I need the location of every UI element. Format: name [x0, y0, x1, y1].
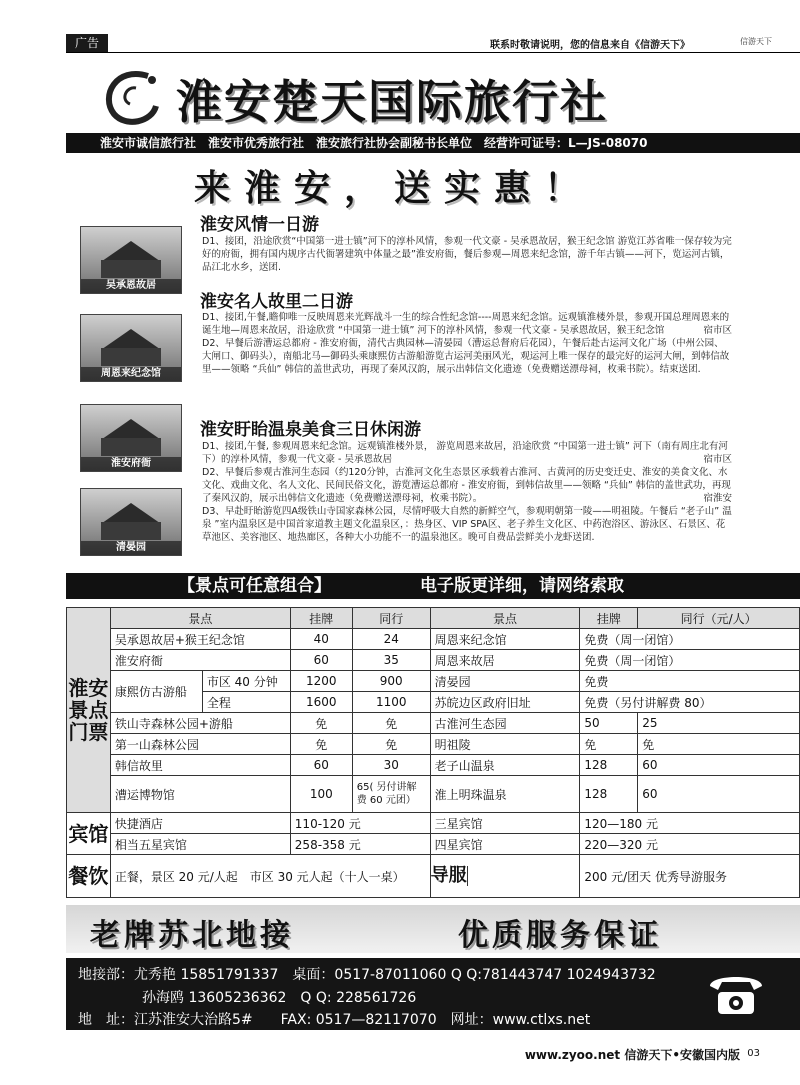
hotel-price: 110-120 元	[290, 813, 430, 834]
slogan-left: 老牌苏北地接	[90, 918, 294, 953]
header-spot-2: 景点	[430, 608, 580, 629]
price-note-2: 免费	[580, 671, 800, 692]
header-peer-price-2: 同行（元/人）	[638, 608, 800, 629]
tour-2-title: 淮安名人故里二日游	[200, 292, 353, 312]
hotel-price: 258-358 元	[290, 834, 430, 855]
telephone-icon	[706, 968, 766, 1018]
contact-line-3: 地 址：江苏淮安大治路5# FAX: 0517—82117070 网址：www.ctlxs.net	[78, 1012, 591, 1028]
photo-caption: 周恩来纪念馆	[81, 367, 181, 381]
peer-price: 免	[352, 713, 430, 734]
tour-1-itinerary	[202, 235, 732, 274]
table-row	[67, 629, 800, 650]
list-price-2: 免	[580, 734, 638, 755]
list-price: 100	[290, 776, 352, 813]
header-spot: 景点	[110, 608, 290, 629]
section-food-label: 餐饮	[67, 855, 111, 898]
list-price: 40	[290, 629, 352, 650]
credentials-bar: 淮安市诚信旅行社 淮安市优秀旅行社 淮安旅行社协会副秘书长单位 经营许可证号：L—JS-08070	[66, 133, 800, 153]
contact-block	[66, 958, 800, 1030]
spot-name-2: 清晏园	[430, 671, 580, 692]
photo-wu-chengen-residence	[80, 226, 182, 294]
section-scenic-label: 淮安景点门票	[67, 608, 111, 813]
peer-price: 1100	[352, 692, 430, 713]
magazine-logo: 信游天下	[740, 37, 772, 46]
tour-3-day-1-stay: 宿市区	[703, 454, 732, 465]
tour-3-day-1: D1、接团,午餐, 参观周恩来纪念馆。远观镇淮楼外景， 游览周恩来故居，沿途欣赏 “中国第一进士镇” 河下（南有周庄北有河下）的淳朴风情，参观一代文豪 - 吴承恩故居	[202, 441, 728, 465]
main-slogan: 来淮安，送实惠！	[194, 167, 595, 209]
ad-label: 广告	[66, 34, 108, 52]
spot-name-2: 明祖陵	[430, 734, 580, 755]
hotel-type-2: 四星宾馆	[430, 834, 580, 855]
list-price-2: 128	[580, 776, 638, 813]
table-row	[67, 755, 800, 776]
tour-2-itinerary	[202, 311, 732, 376]
spot-name: 韩信故里	[110, 755, 290, 776]
guide-cell	[430, 855, 580, 898]
combo-left-text: 【景点可任意组合】	[178, 576, 331, 596]
company-logo	[96, 66, 166, 132]
spot-name-2: 周恩来纪念馆	[430, 629, 580, 650]
tour-3-day-2-stay: 宿淮安	[703, 493, 732, 504]
spot-name-2: 淮上明珠温泉	[430, 776, 580, 813]
peer-price: 65( 另付讲解费 60 元团）	[352, 776, 430, 813]
food-guide-row	[67, 855, 800, 898]
list-price: 免	[290, 734, 352, 755]
table-row	[67, 671, 800, 692]
hotel-type: 快捷酒店	[110, 813, 290, 834]
hotel-type: 相当五星宾馆	[110, 834, 290, 855]
hotel-price-2: 220—320 元	[580, 834, 800, 855]
combo-right-text: 电子版更详细，请网络索取	[420, 576, 624, 596]
photo-zhou-enlai-memorial	[80, 314, 182, 382]
price-note-2: 免费（周一闭馆）	[580, 629, 800, 650]
peer-price-2: 25	[638, 713, 800, 734]
peer-price: 24	[352, 629, 430, 650]
photo-huaian-yamen	[80, 404, 182, 472]
tour-3-day-2: D2、早餐后参观古淮河生态园（约120分钟，古淮河文化生态景区承载着古淮河、古黄河的历史变迁史、淮安的美食文化、水文化、戏曲文化、名人文化、民间民俗文化，游览漕运总都府 - 淮安府衙，到韩信故里——领略 “兵仙” 韩信的盖世武功，再现了秦风汉韵，展示出韩信文化遗迹（免费赠送漂母祠，枚乘书院）。	[202, 467, 731, 504]
tour-3-title: 淮安盱眙温泉美食三日休闲游	[200, 420, 421, 440]
list-price-2: 50	[580, 713, 638, 734]
hotel-type-2: 三星宾馆	[430, 813, 580, 834]
spot-name: 铁山寺森林公园+游船	[110, 713, 290, 734]
peer-price: 免	[352, 734, 430, 755]
list-price-2: 128	[580, 755, 638, 776]
list-price: 60	[290, 650, 352, 671]
photo-caption: 淮安府衙	[81, 457, 181, 471]
header-peer-price: 同行	[352, 608, 430, 629]
tour-3-day-3: D3、早赴盱眙游览四A级铁山寺国家森林公园，尽情呼吸大自然的新鲜空气，参观明朝第一陵——明祖陵。午餐后 “老子山” 温泉 ”室内温泉区是中国首家道教主题文化温泉区，：热身区、VIP SPA区、老子养生文化区、中药泡浴区、游泳区、石景区、花草池区、美容池区、地热廊区，各种大小功能不一的温泉池区。晚可自费品尝鲜美小龙虾送团.	[202, 506, 732, 543]
hotel-row	[67, 834, 800, 855]
contact-line-2: 孙海鸥 13605236362 Q Q: 228561726	[142, 990, 417, 1006]
price-note-2: 免费（周一闭馆）	[580, 650, 800, 671]
photo-caption: 清晏园	[81, 541, 181, 555]
contact-line-1: 地接部：尤秀艳 15851791337 桌面：0517-87011060 Q Q:781443747 1024943732	[78, 967, 656, 983]
spot-name: 第一山森林公园	[110, 734, 290, 755]
hotel-row	[67, 813, 800, 834]
peer-price-2: 免	[638, 734, 800, 755]
peer-price-2: 60	[638, 755, 800, 776]
table-row	[67, 776, 800, 813]
spot-name: 漕运博物馆	[110, 776, 290, 813]
section-hotel-label: 宾馆	[67, 813, 111, 855]
tour-1-title: 淮安风情一日游	[200, 215, 319, 235]
combo-bar	[66, 573, 800, 599]
table-header-row	[67, 608, 800, 629]
table-row	[67, 713, 800, 734]
list-price: 1600	[290, 692, 352, 713]
tour-2-day-1: D1、接团,午餐,瞻仰唯一反映周恩来光辉战斗一生的综合性纪念馆----周恩来纪念馆。远观镇淮楼外景，参观开国总理周恩来的诞生地—周恩来故居，沿途欣赏 “中国第一进士镇” 河下的淳朴风情，参观一代文豪 - 吴承恩故居，猴王纪念馆	[202, 312, 730, 336]
price-table	[66, 607, 800, 898]
peer-price: 30	[352, 755, 430, 776]
spot-name: 康熙仿古游船	[110, 671, 202, 713]
tour-2-day-2: D2、早餐后游漕运总都府 - 淮安府衙，清代古典园林—清晏园（漕运总督府后花园），午餐后赴古运河文化广场（中州公园、大闸口、御码头），南船北马—御码头乘康熙仿古游船游览古运河美丽风光，观运河上唯一保存的最完好的运河大闸，到韩信故里——领略 “兵仙” 韩信的盖世武功，再现了秦风汉韵，展示出韩信文化遗迹（免费赠送漂母祠，枚乘书院）。结束送团.	[202, 338, 730, 375]
hotel-price-2: 120—180 元	[580, 813, 800, 834]
guide-price: 200 元/团天 优秀导游服务	[580, 855, 800, 898]
spot-name: 吴承恩故居+猴王纪念馆	[110, 629, 290, 650]
company-name: 淮安楚天国际旅行社	[176, 75, 608, 129]
list-price: 免	[290, 713, 352, 734]
food-price: 正餐，景区 20 元/人起 市区 30 元人起（十人一桌）	[110, 855, 430, 898]
header-list-price: 挂牌	[290, 608, 352, 629]
page-number: 03	[747, 1048, 760, 1059]
peer-price-2: 60	[638, 776, 800, 813]
table-row	[67, 650, 800, 671]
section-guide-label: 导服	[430, 865, 467, 886]
table-row	[67, 734, 800, 755]
source-notice: 联系时敬请说明，您的信息来自《信游天下》	[490, 40, 690, 51]
list-price: 1200	[290, 671, 352, 692]
peer-price: 35	[352, 650, 430, 671]
tour-2-day-1-stay: 宿市区	[703, 325, 732, 336]
spot-option: 市区 40 分钟	[202, 671, 290, 692]
spot-name-2: 老子山温泉	[430, 755, 580, 776]
spot-name-2: 苏皖边区政府旧址	[430, 692, 580, 713]
peer-price: 900	[352, 671, 430, 692]
list-price: 60	[290, 755, 352, 776]
spot-option: 全程	[202, 692, 290, 713]
photo-qingyan-garden	[80, 488, 182, 556]
tour-1-day-1: D1、接团，沿途欣赏“中国第一进士镇”河下的淳朴风情，参观一代文豪 - 吴承恩故居，猴王纪念馆 游览江苏省唯一保存较为完好的府衙，拥有国内规序古代衙署建筑中体量之最”淮安府衙，餐后参观—周恩来纪念馆，游千年古镇——河下，览运河古镇，品江北水乡，送团.	[202, 236, 732, 273]
footer-site: www.zyoo.net 信游天下•安徽国内版	[524, 1048, 740, 1062]
spot-name-2: 周恩来故居	[430, 650, 580, 671]
price-note-2: 免费（另付讲解费 80）	[580, 692, 800, 713]
slogan-right: 优质服务保证	[458, 918, 662, 953]
tour-3-itinerary	[202, 440, 732, 544]
photo-caption: 吴承恩故居	[81, 279, 181, 293]
header-list-price-2: 挂牌	[580, 608, 638, 629]
spot-name: 淮安府衙	[110, 650, 290, 671]
spot-name-2: 古淮河生态园	[430, 713, 580, 734]
